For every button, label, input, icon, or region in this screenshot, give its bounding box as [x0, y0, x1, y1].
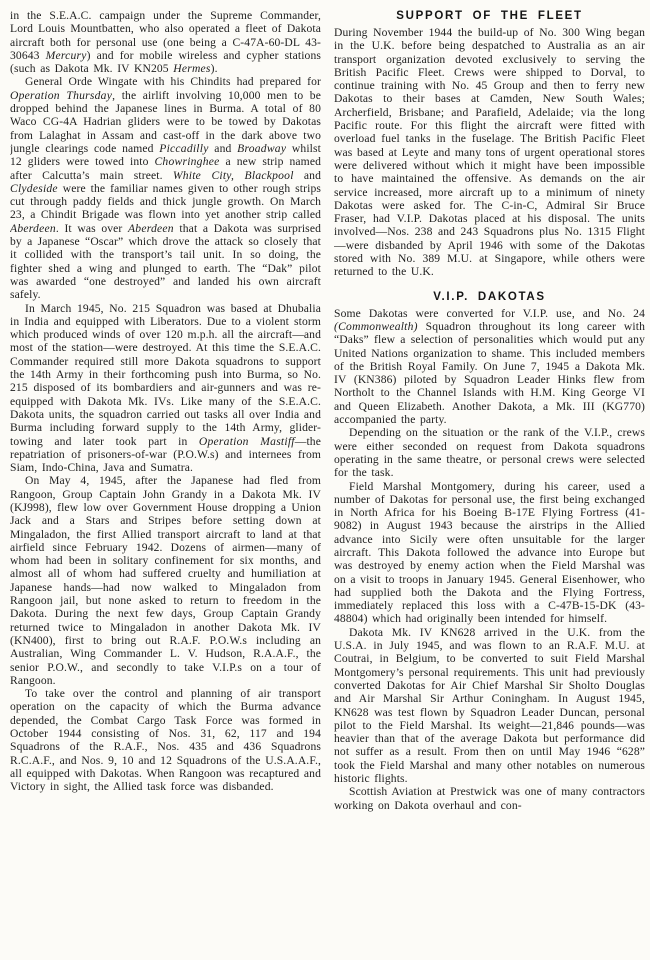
section-heading: SUPPORT OF THE FLEET — [396, 10, 583, 22]
paragraph — [10, 9, 321, 75]
italic-text-run: White City, Blackpool — [172, 168, 294, 182]
text-run: and — [293, 168, 321, 182]
text-run: Dakota Mk. IV KN628 arrived in the U.K. from the U.S.A. in July 1945, and was flown to an R.A.F. M.U. at Coutrai, in Belgium, to be converted to suit Field Marshal Montgomery’s personal requirements. This unit had previously converted Dakotas for Air Chief Marshal Sir Sholto Douglas and Air Marshal Sir Arthur Coningham. In August 1945, KN628 was test flown by Squadron Leader Duncan, personal pilot to the Field Marshal. Its weight—21,846 pounds—was heavier than that of the average Dakota but performance did not suffer as a result. From then on until May 1946 “628” took the Field Marshal and many other notables on numerous historic flights. — [334, 625, 645, 786]
paragraph — [334, 480, 645, 626]
text-run: and — [208, 141, 238, 155]
text-run: . It was over — [55, 221, 128, 235]
text-run: Some Dakotas were converted for V.I.P. use, and No. 24 — [334, 306, 645, 320]
text-run: On May 4, 1945, after the Japanese had fled from Rangoon, Group Captain John Grandy in a Dakota Mk. IV (KJ998), flew low over Government House dropping a Union Jack and a Stars and Stripes before setting down at Mingaladon, the first Allied transport aircraft to land at that airfield since February 1942. Dozens of airmen—many of whom had been in solitary confinement for six months, and almost all of whom had suffered cruelty and humiliation at Japanese hands—had now walked to Mingaladon from Rangoon jail, but none asked to return to freedom in the Dakota. During the next few days, Group Captain Grandy returned twice to Mingaladon in another Dakota Mk. IV (KN400), first to bring out R.A.F. P.O.W.s including an Australian, Wing Commander L. V. Hudson, R.A.A.F., the senior P.O.W., and secondly to take V.I.P.s on a tour of Rangoon. — [10, 474, 321, 687]
italic-text-run: Hermes — [173, 62, 211, 76]
paragraph — [334, 426, 645, 479]
paragraph — [10, 687, 321, 793]
italic-text-run: Piccadilly — [159, 141, 209, 155]
text-run: Field Marshal Montgomery, during his career, used a number of Dakotas for personal use, the first being exchanged in North Africa for his Boeing B-17E Flying Fortress (41-9082) in August 1943 because the airstrips in the Allied advance into Sicily were often unsuitable for the larger aircraft. This Dakota followed the advance into Europe but was destroyed by enemy action when the Field Marshal was on a visit to troops in January 1945. General Eisenhower, who had supplied both the Dakota and the Flying Fortress, immediately replaced this loss with a C-47B-15-DK (43-48804) which had originally been intended for himself. — [334, 479, 645, 626]
italic-text-run: (Commonwealth) — [334, 319, 418, 333]
text-run: During November 1944 the build-up of No. 300 Wing began in the U.K. before being despatched to Australia as an air transport organization devoted exclusively to serving the British Pacific Fleet. Crews were shipped to Dorval, to continue training with No. 45 Group and then to ferry new Dakotas to their bases at Camden, New South Wales; Archerfield, Brisbane; and Parafield, Adelaide; via the long Pacific route. For this flight the aircraft were fitted with overload fuel tanks in the fuselage. The British Pacific Fleet was based at Leyte and many tons of urgent operational stores were delivered without which it might have been impossible to have maintained the offensive. As demands on the air service increased, more aircraft up to a minimum of ninety Dakotas were asked for. The C-in-C, Admiral Sir Bruce Fraser, had V.I.P. Dakotas placed at his disposal. The units involved—Nos. 238 and 243 Squadrons plus No. 1315 Flight—were disbanded by April 1946 with some of the Dakotas stored with No. 389 M.U. at Singapore, while others were returned to the U.K. — [334, 26, 645, 279]
italic-text-run: Mercury — [45, 48, 87, 62]
italic-text-run: Aberdeen — [127, 221, 174, 235]
italic-text-run: Operation Thursday — [10, 88, 113, 102]
text-run: General Orde Wingate with his Chindits had prepared for — [25, 75, 321, 89]
italic-text-run: Broadway — [237, 141, 287, 155]
paragraph — [334, 307, 645, 427]
text-run: Squadron throughout its long career with “Daks” flew a selection of personalities which would put any United Nations organization to shame. This included members of the British Royal Family. On June 7, 1945 a Dakota Mk. IV (KN386) piloted by Squadron Leader Hinks flew from Northolt to the Channel Islands with H.M. King George VI and Queen Elizabeth. Another Dakota, a Mk. III (KG770) accompanied the party. — [334, 319, 645, 427]
italic-text-run: Aberdeen — [10, 221, 56, 235]
italic-text-run: Chowringhee — [154, 155, 220, 169]
text-run: , the airlift involving 10,000 men to be dropped behind the Japanese lines in Burma. A total of 80 Waco CG-4A Hadrian gliders were to be towed by Dakotas from Lalaghat in Assam and cast-off in the dark above two jungle clearings code named — [10, 88, 321, 155]
text-run: ) and for mobile wireless and cypher stations (such as Dakota Mk. IV KN205 — [10, 48, 321, 76]
text-run: ). — [210, 62, 218, 76]
text-run: whilst 12 gliders were towed into — [10, 141, 321, 169]
text-run: that a Dakota was surprised by a Japanese “Oscar” which drove the attack so closely that it collided with the transport’s tail unit. In so doing, the fighter shed a wing and plunged to earth. The “Dak” pilot was awarded “one destroyed” and landed his own aircraft safely. — [10, 221, 321, 302]
text-run: a new strip named after Calcutta’s main street. — [10, 155, 321, 182]
paragraph — [10, 75, 321, 301]
paragraph — [10, 302, 321, 475]
italic-text-run: Operation Mastiff — [198, 434, 295, 448]
right-column — [334, 9, 645, 960]
text-run: —the repatriation of prisoners-of-war (P.O.W.s) and internees from Siam, Indo-China, Java and Sumatra. — [10, 434, 321, 475]
text-run: in the S.E.A.C. campaign under the Supreme Commander, Lord Louis Mountbatten, who also operated a fleet of Dakota aircraft both for personal use (one being a C-47A-60-DL 43-30643 — [10, 9, 321, 62]
text-run: Scottish Aviation at Prestwick was one of many contractors working on Dakota overhaul and con- — [334, 785, 645, 812]
text-run: were the familiar names given to other rough strips cut through paddy fields and thick jungle growth. On March 23, a Chindit Brigade was flown into yet another strip called — [10, 181, 321, 222]
section-heading: V.I.P. DAKOTAS — [433, 290, 546, 303]
text-run: In March 1945, No. 215 Squadron was based at Dhubalia in India and equipped with Liberators. Due to a violent storm which produced winds of over 120 m.p.h. all the aircraft—and most of the station—were destroyed. At this time the S.E.A.C. Commander required still more Dakota squadrons to support the 14th Army in their forthcoming push into Burma, so No. 215 disposed of its bombardiers and air-gunners and was re-equipped with Dakota Mk. IVs. Like many of the S.E.A.C. Dakota units, the squadron carried out tasks all over India and Burma including forward supply to the 14th Army, glider-towing and later took part in — [10, 301, 321, 448]
text-run: Depending on the situation or the rank of the V.I.P., crews were either seconded on request from Dakota squadrons operating in the same theatre, or personal crews were selected for the task. — [334, 426, 645, 480]
text-run: To take over the control and planning of air transport operation on the capacity of which the Burma advance depended, the Combat Cargo Task Force was formed in October 1944 consisting of Nos. 31, 62, 117 and 194 Squadrons of the R.A.F., Nos. 435 and 436 Squadrons R.C.A.F., and Nos. 9, 10 and 12 Squadrons of the U.S.A.A.F., all equipped with Dakotas. When Rangoon was recaptured and Victory in sight, the Allied task force was disbanded. — [10, 687, 321, 794]
italic-text-run: Clydeside — [10, 181, 58, 195]
paragraph — [334, 26, 645, 279]
paragraph — [334, 626, 645, 786]
paragraph — [334, 785, 645, 812]
left-column — [10, 9, 321, 960]
paragraph — [10, 474, 321, 687]
